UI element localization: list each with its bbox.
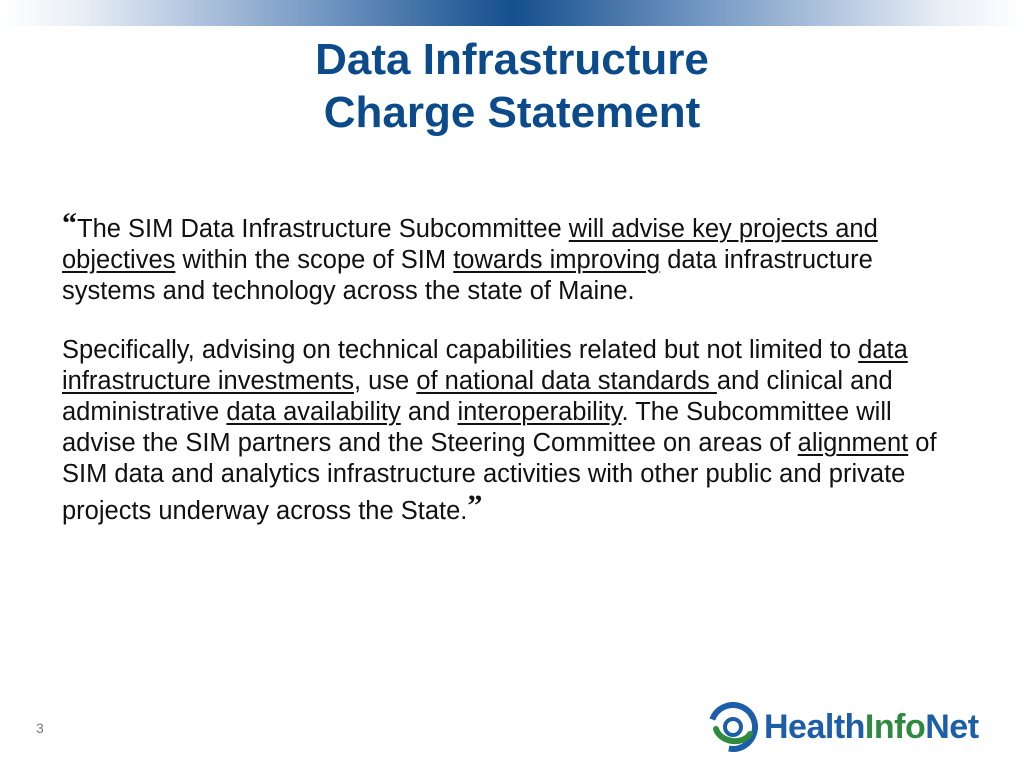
open-quote: “ [62, 207, 77, 240]
slide-title [0, 34, 1024, 140]
p1-underlined-2: towards improving [453, 246, 661, 274]
logo-word-health: Health [764, 708, 865, 746]
logo-word-net: Net [925, 708, 979, 746]
p1-text-1: The SIM Data Infrastructure Subcommittee [77, 215, 569, 243]
logo-wordmark [764, 710, 979, 744]
p2-underlined-5: alignment [797, 429, 909, 457]
paragraph-1 [62, 208, 962, 307]
p2-underlined-2: of national data standards [416, 367, 717, 395]
p2-text-1: Specifically, advising on technical capabilities related but not limited to [62, 336, 859, 364]
p2-text-6: of SIM data and analytics infrastructure activities with other public and private projects underway across the State. [62, 429, 937, 525]
p1-underlined-1: will advise key projects and objectives [62, 215, 878, 274]
p2-text-2: , use [353, 367, 417, 395]
p1-text-3: data infrastructure systems and technology across the state of Maine. [62, 246, 873, 305]
close-quote: ” [467, 489, 483, 522]
slide-number: 3 [36, 720, 44, 736]
logo-word-info: Info [864, 708, 926, 746]
p2-underlined-3: data availability [226, 398, 401, 426]
p1-text-2: within the scope of SIM [175, 246, 454, 274]
title-line-2: Charge Statement [323, 87, 701, 137]
top-gradient-band [0, 0, 1024, 26]
p2-text-5: . The Subcommittee will advise the SIM partners and the Steering Committee on areas of [62, 398, 892, 457]
p2-text-3: and clinical and administrative [62, 367, 893, 426]
healthinfonet-logo [708, 700, 979, 754]
p2-text-4: and [400, 398, 458, 426]
healthinfonet-swirl-icon [708, 702, 758, 752]
charge-statement-body [62, 208, 962, 555]
p2-underlined-1: data infrastructure investments [62, 336, 908, 395]
p2-underlined-4: interoperability [457, 398, 622, 426]
paragraph-2 [62, 335, 962, 527]
title-line-1: Data Infrastructure [315, 35, 709, 84]
